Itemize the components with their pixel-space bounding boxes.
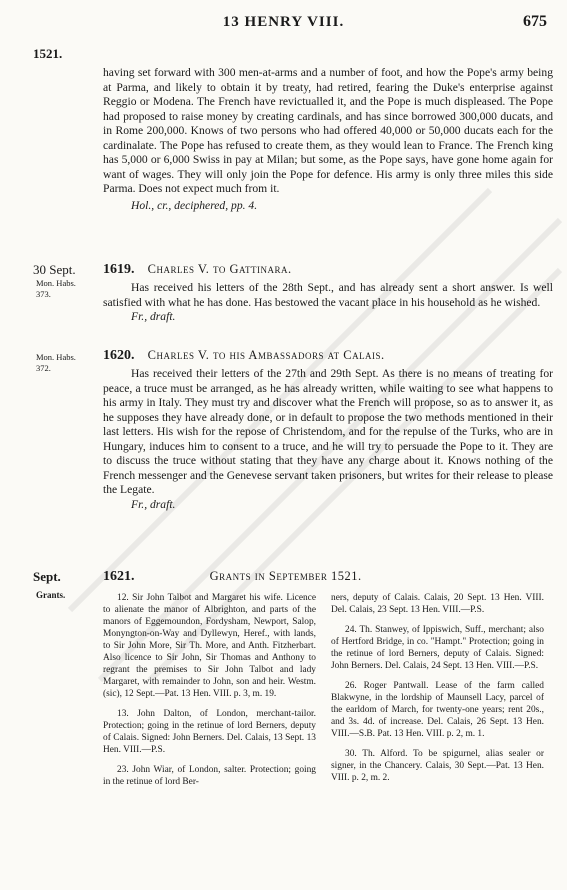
grant-item: ners, deputy of Calais. Calais, 20 Sept. 13 Hen. VIII. Del. Calais, 23 Sept. 13 Hen. VIII.—P.S. bbox=[331, 593, 544, 615]
entry-note: Fr., draft. bbox=[131, 497, 176, 511]
grants-right-column bbox=[331, 592, 544, 792]
entry-text: Has received his letters of the 28th Sept., and has already sent a short answer. Is well satisfied with what he has done. Has bestowed the vacant place in his household as he wished. bbox=[103, 281, 553, 309]
year-margin: 1521. bbox=[33, 46, 63, 61]
entry-date: 30 Sept. bbox=[33, 262, 76, 277]
grant-item: 26. Roger Pantwall. Lease of the farm called Blakwyne, in the lordship of Maunsell Lacy, parcel of the earldom of March, for twenty-one years; rent 20s., and 3s. 4d. of increase. Del. Calais, 26 Sept. 13 Hen. VIII.—S.B. Pat. 13 Hen. VIII. p. 2, m. 1. bbox=[331, 681, 544, 739]
grant-item: 24. Th. Stanwey, of Ippiswich, Suff., merchant; also of Hertford Bridge, in co. "Hampt." Protection; going in the retinue of lord Berners, deputy of Calais. Signed: John Berners. Del. Calais, 24 Sept. 13 Hen. VIII.—P.S. bbox=[331, 625, 544, 671]
running-header: 13 HENRY VIII. bbox=[222, 14, 345, 30]
entry-heading bbox=[103, 348, 553, 364]
continuation-block bbox=[103, 66, 553, 213]
grants-title: Grants in September 1521. bbox=[209, 569, 362, 583]
grants-source: Grants. bbox=[36, 590, 66, 600]
page-number: 675 bbox=[523, 13, 547, 30]
continuation-note: Hol., cr., deciphered, pp. 4. bbox=[131, 198, 258, 212]
entry-body bbox=[103, 281, 553, 325]
entry-number: 1620. bbox=[103, 348, 135, 363]
grant-item: 12. Sir John Talbot and Margaret his wife. Licence to alienate the manor of Albrighton, and parts of the manors of Eggemoundon, Fordysham, Newport, Salop, Monyngton-on-Way and Dyllewyn, Heref., with lands, to Sir John More, Sir Th. More, and Anth. Fitzherbart. Also licence to Sir John, Sir Thomas and Anthony to regrant the premises to Sir John Talbot and lady Margaret, with remainder to John, son and heir. Westm. (sic), 12 Sept.—Pat. 13 Hen. VIII. p. 3, m. 19. bbox=[103, 593, 316, 699]
grants-date: Sept. bbox=[33, 569, 61, 584]
grant-item: 30. Th. Alford. To be spigurnel, alias sealer or signer, in the Chancery. Calais, 30 Sept.—Pat. 13 Hen. VIII. p. 2, m. 2. bbox=[331, 749, 544, 783]
entry-title: Charles V. to his Ambassadors at Calais. bbox=[147, 348, 385, 362]
grants-heading bbox=[103, 569, 553, 585]
entry-title: Charles V. to Gattinara. bbox=[147, 262, 292, 276]
entry-note: Fr., draft. bbox=[131, 310, 176, 323]
grant-item: 23. John Wiar, of London, salter. Protection; going in the retinue of lord Ber- bbox=[103, 765, 316, 787]
grants-number: 1621. bbox=[103, 569, 135, 584]
entry-heading bbox=[103, 262, 553, 278]
grant-item: 13. John Dalton, of London, merchant-tailor. Protection; going in the retinue of lord Berners, deputy of Calais. Signed: John Berners. Del. Calais, 13 Sept. 13 Hen. VIII.—P.S. bbox=[103, 709, 316, 755]
entry-number: 1619. bbox=[103, 262, 135, 277]
continuation-text: having set forward with 300 men-at-arms and a number of foot, and how the Pope's army being at Parma, and likely to obtain it by treaty, had retired, fearing the Duke's enterprise against Reggio or Modena. The French have revictualled it, and the Pope is much displeased. The Pope had proposed to raise money by creating cardinals, and has since borrowed 300,000 ducats, and in Rome 200,000. Knows of two persons who had offered 40,000 or 50,000 ducats each for the cardinalate. The Pope has refused to create them, as they would lean to France. The French king has 5,000 or 6,000 Swiss in pay at Milan; but some, as the Pope says, have gone home again for want of wages. They will only join the Pope for defence. His army is only three miles this side Parma. Does not expect much from it. bbox=[103, 66, 553, 195]
grants-left-column bbox=[103, 592, 316, 796]
entry-source: Mon. Habs. 372. bbox=[36, 352, 76, 373]
entry-source: Mon. Habs. 373. bbox=[36, 278, 76, 299]
entry-body bbox=[103, 367, 553, 512]
entry-text: Has received their letters of the 27th and 29th Sept. As there is no means of treating for peace, a truce must be arranged, as he has already written, while waiting to see what happens to his army in Italy. They must try and discover what the French will propose, so as to answer it, as he supposes they have already done, or in default to propose the two methods mentioned in their last letters. His wish for the repose of Christendom, and for the repulse of the Turks, who are in Hungary, induces him to consent to a truce, and he will try to persuade the Pope to it. They are to discuss the truce without stating that they have any charge about it. Knows nothing of the French messenger and the Genevese servant taken prisoners, but writes for their release to please the Legate. bbox=[103, 367, 553, 496]
